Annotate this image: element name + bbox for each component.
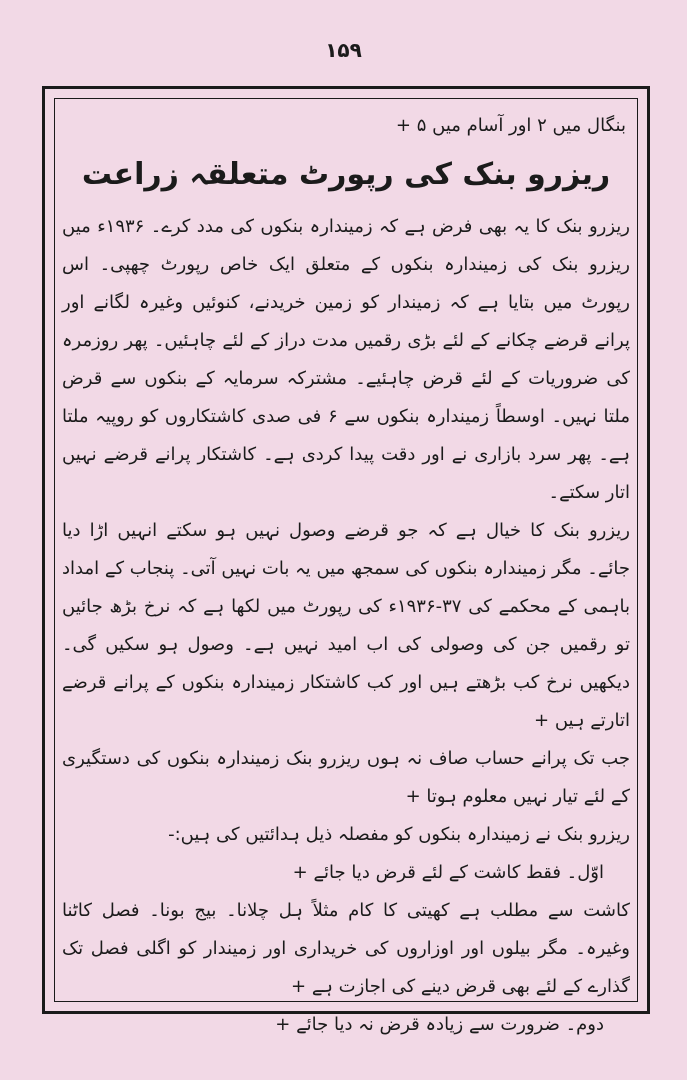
intro-line: بنگال میں ۲ اور آسام میں ۵ + bbox=[395, 115, 626, 136]
paragraph: ریزرو بنک کا خیال ہے کہ جو قرضے وصول نہیں ہو سکتے انہیں اڑا دیا جائے۔ مگر زمیندارہ بنکوں کی سمجھ میں یہ بات نہیں آتی۔ پنجاب کے امداد باہمی کے محکمے کی ۳۷-۱۹۳۶ء کی رپورٹ میں لکھا ہے کہ نرخ بڑھ جائیں تو رقمیں جن کی وصولی کی اب امید نہیں ہے۔ وصول ہو سکیں گی۔ دیکھیں نرخ کب بڑھتے ہیں اور کب کاشتکار زمیندارہ بنکوں کے پرانے قرضے اتارتے ہیں + bbox=[62, 520, 631, 731]
list-item: دوم۔ ضرورت سے زیادہ قرض نہ دیا جائے + bbox=[275, 1014, 604, 1035]
paragraph: جب تک پرانے حساب صاف نہ ہوں ریزرو بنک زمیندارہ بنکوں کی دستگیری کے لئے تیار نہیں معلوم ہوتا + bbox=[62, 748, 630, 807]
page-number: ۱۵۹ bbox=[325, 38, 362, 62]
paragraph: ریزرو بنک نے زمیندارہ بنکوں کو مفصلہ ذیل ہدائتیں کی ہیں:- bbox=[168, 824, 630, 845]
section-heading: ریزرو بنک کی رپورٹ متعلقہ زراعت bbox=[81, 157, 611, 192]
list-item: اوّل۔ فقط کاشت کے لئے قرض دیا جائے + bbox=[292, 862, 604, 883]
list-item-detail: کاشت سے مطلب ہے کھیتی کا کام مثلاً ہل چلانا۔ بیج بونا۔ فصل کاٹنا وغیرہ۔ مگر بیلوں اور اوزاروں کی خریداری اور زمیندار کو اگلی فصل تک گذارے کے لئے بھی قرض دینے کی اجازت ہے + bbox=[62, 900, 630, 997]
page-text-block bbox=[62, 108, 630, 1044]
paragraph: ریزرو بنک کا یہ بھی فرض ہے کہ زمیندارہ بنکوں کی مدد کرے۔ ۱۹۳۶ء میں ریزرو بنک کی زمیندارہ بنکوں کے متعلق ایک خاص رپورٹ چھپی۔ اس رپورٹ میں بتایا ہے کہ زمیندار کو زمین خریدنے، کنوئیں وغیرہ لگانے اور پرانے قرضے چکانے کے لئے بڑی رقمیں مدت دراز کے لئے چاہئیں۔ پھر روزمرہ کی ضروریات کے لئے قرض چاہئیے۔ مشترکہ سرمایہ کے بنکوں سے قرض ملتا نہیں۔ اوسطاً زمیندارہ بنکوں سے ۶ فی صدی کاشتکاروں کو روپیہ ملتا ہے۔ پھر سرد بازاری نے اور دقت پیدا کردی ہے۔ کاشتکار پرانے قرضے نہیں اتار سکتے۔ bbox=[62, 216, 630, 503]
